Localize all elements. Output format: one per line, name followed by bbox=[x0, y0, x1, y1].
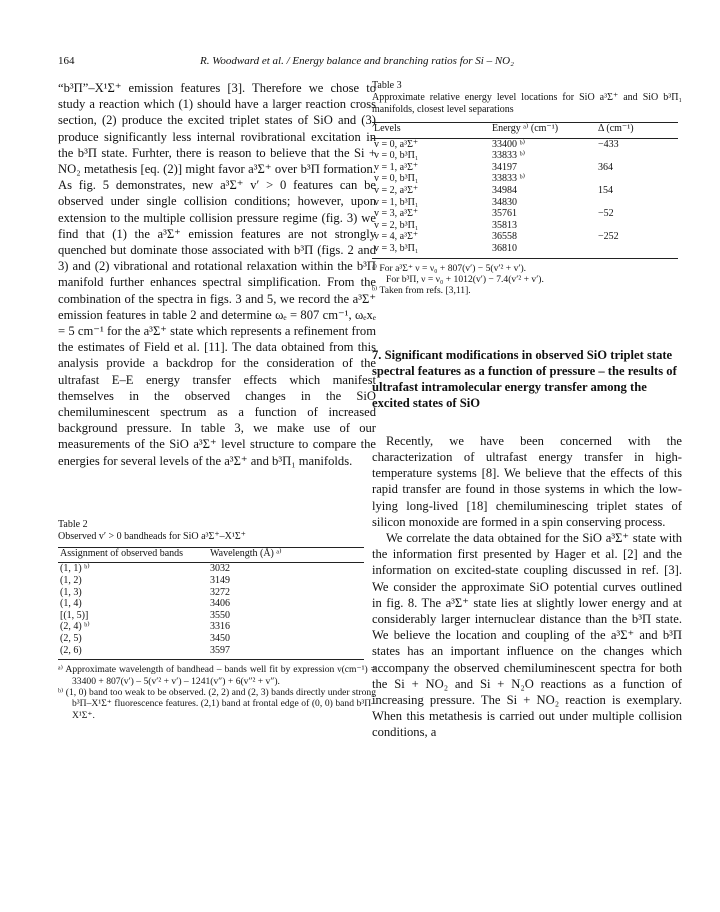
table-cell: 3597 bbox=[210, 645, 364, 660]
table-row bbox=[372, 243, 678, 258]
table-cell: (1, 2) bbox=[60, 575, 82, 587]
left-column bbox=[58, 80, 376, 721]
table-header: Wavelength (Å) ᵃ⁾ bbox=[210, 547, 364, 559]
table-cell: 3316 bbox=[210, 621, 230, 633]
section-heading: 7. Significant modifications in observed SiO triplet state spectral features as a function of pressure – the results of ultrafast intramolecular energy transfer among the excited states of SiO bbox=[372, 347, 677, 410]
table-cell bbox=[576, 243, 678, 258]
table-cell: −252 bbox=[598, 231, 619, 243]
table-cell bbox=[576, 173, 678, 185]
table-cell: 3032 bbox=[210, 563, 230, 575]
table-cell: (1, 1) ᵇ⁾ bbox=[60, 563, 90, 575]
body-paragraph: Recently, we have been concerned with the characterization of ultrafast energy transfer in high-temperature systems [8]. We believe that the effects of this rapid transfer are found in those systems in which the low-lying long-lived [18] chemiluminescing triplet states of silicon monoxide are formed in a spin conserving process. bbox=[372, 433, 682, 529]
table-header: Assignment of observed bands bbox=[58, 547, 210, 559]
table-cell: v = 0, a³Σ⁺ bbox=[374, 138, 419, 150]
table-cell: v = 1, b³Π₁ bbox=[374, 196, 419, 208]
table-cell: −433 bbox=[598, 138, 619, 150]
table-cell: 33833 ᵇ⁾ bbox=[492, 150, 526, 162]
table-2-caption: Observed v′ > 0 bandheads for SiO a³Σ⁺–X¹Σ⁺ bbox=[58, 530, 246, 542]
table-header: Levels bbox=[372, 123, 492, 135]
table-cell: v = 0, b³Π₁ bbox=[374, 173, 419, 185]
table-row bbox=[372, 185, 678, 197]
table-cell: 3450 bbox=[210, 633, 230, 645]
table-cell: v = 2, a³Σ⁺ bbox=[374, 184, 419, 196]
table-3-label: Table 3 bbox=[372, 80, 402, 91]
table-cell bbox=[576, 220, 678, 232]
table-row bbox=[58, 621, 364, 633]
table-row bbox=[58, 587, 364, 599]
table-cell: 154 bbox=[598, 184, 613, 196]
table-cell: (2, 5) bbox=[60, 633, 82, 645]
table-cell: [(1, 5)] bbox=[60, 609, 89, 621]
footnote: ᵃ⁾ For a³Σ⁺ ν = ν₀ + 807(v′) − 5(v′² + v′). bbox=[372, 262, 527, 274]
table-cell: (1, 3) bbox=[60, 586, 82, 598]
table-cell: (2, 4) ᵇ⁾ bbox=[60, 621, 90, 633]
table-cell: 3149 bbox=[210, 575, 230, 587]
table-3 bbox=[372, 80, 682, 297]
table-row bbox=[372, 138, 678, 150]
table-row bbox=[372, 208, 678, 220]
table-3-grid bbox=[372, 122, 678, 259]
running-head: R. Woodward et al. / Energy balance and branching ratios for Si – NO₂ bbox=[200, 55, 514, 67]
table-cell: 364 bbox=[598, 161, 613, 173]
table-row bbox=[372, 231, 678, 243]
table-2-footnotes bbox=[58, 664, 376, 721]
table-cell: 3272 bbox=[210, 586, 230, 598]
table-row bbox=[58, 575, 364, 587]
page-number: 164 bbox=[58, 55, 75, 67]
table-cell: (2, 6) bbox=[58, 645, 210, 660]
right-column bbox=[372, 80, 682, 741]
table-cell: v = 2, b³Π₁ bbox=[374, 219, 419, 231]
table-cell: 34984 bbox=[492, 184, 517, 196]
table-cell: v = 4, a³Σ⁺ bbox=[374, 231, 419, 243]
table-row bbox=[58, 645, 364, 660]
table-cell: 3550 bbox=[210, 609, 230, 621]
table-cell: 35813 bbox=[492, 219, 517, 231]
table-cell: v = 1, a³Σ⁺ bbox=[374, 161, 419, 173]
table-row bbox=[58, 598, 364, 610]
table-row bbox=[58, 610, 364, 622]
table-row bbox=[372, 220, 678, 232]
table-cell: 34830 bbox=[492, 196, 517, 208]
table-row bbox=[372, 197, 678, 209]
table-cell bbox=[576, 150, 678, 162]
body-paragraph: We correlate the data obtained for the SiO a³Σ⁺ state with the information first presented by Hager et al. [2] and the information on excited-state coupling discussed in ref. [3]. We consider the approximate SiO potential curves outlined in fig. 8. The a³Σ⁺ state lies at slightly lower energy and at considerably larger internuclear distance than the b³Π state. We believe the location and coupling of the a³Σ⁺ and b³Π states has an important influence on the changes which accompany the observed chemiluminescent spectra for both the Si + NO₂ and Si + N₂O reactions as a function of increasing pressure. The Si + NO₂ reaction is exemplary. When this metathesis is carried out under multiple collision conditions, a bbox=[372, 530, 682, 740]
table-row bbox=[372, 162, 678, 174]
table-cell: 3406 bbox=[210, 598, 230, 610]
table-header: Δ (cm⁻¹) bbox=[576, 123, 678, 135]
table-row bbox=[372, 173, 678, 185]
footnote: ᵇ⁾ (1, 0) band too weak to be observed. (2, 2) and (2, 3) bands directly under strong b³Π–X¹Σ⁺ fluorescence features. (2,1) band at frontal edge of (0, 0) band b³Π–X¹Σ⁺. bbox=[58, 687, 376, 721]
table-cell: (1, 4) bbox=[60, 598, 82, 610]
table-row bbox=[58, 633, 364, 645]
table-cell: 33400 ᵇ⁾ bbox=[492, 138, 526, 150]
table-cell: −52 bbox=[598, 208, 614, 220]
table-cell bbox=[576, 197, 678, 209]
table-cell: 33833 ᵇ⁾ bbox=[492, 173, 526, 185]
table-cell: 34197 bbox=[492, 161, 517, 173]
table-3-caption: Approximate relative energy level locations for SiO a³Σ⁺ and SiO b³Π₁ manifolds, closest level separations bbox=[372, 92, 682, 115]
table-cell: v = 3, a³Σ⁺ bbox=[374, 208, 419, 220]
footnote: ᵇ⁾ Taken from refs. [3,11]. bbox=[372, 285, 471, 297]
footnote: ᵃ⁾ Approximate wavelength of bandhead – bands well fit by expression ν(cm⁻¹) = 33400 + 807(v′) – 5(v′² + v′) – 1241(v″) + 6(v″² + v″). bbox=[58, 664, 376, 687]
table-row bbox=[372, 150, 678, 162]
table-cell: v = 0, b³Π₁ bbox=[374, 150, 419, 162]
table-2-grid bbox=[58, 547, 364, 660]
body-paragraph: “b³Π”–X¹Σ⁺ emission features [3]. Therefore we chose to study a reaction which (1) should have a larger reaction cross section, (2) produce the excited triplet states of SiO and (3) produce significantly less internal rovibrational excitation in the b³Π state. Furhter, there is reason to believe that the Si + NO₂ metathesis [eq. (2)] might favor a³Σ⁺ over b³Π formation. As fig. 5 demonstrates, new a³Σ⁺ v′ > 0 features can be observed under single collision conditions; however, upon extension to the multiple collision pressure regime (fig. 3) we find that (1) the a³Σ⁺ emission features are not strongly quenched but dominate those associated with b³Π (figs. 2 and 3) and (2) vibrational and rotational relaxation within the b³Π manifold further enhances spectral simplification. From the combination of the spectra in figs. 3 and 5, we record the a³Σ⁺ emission features in table 2 and determine ωₑ = 807 cm⁻¹, ωₑxₑ = 5 cm⁻¹ for the a³Σ⁺ state which represents a refinement from the estimates of Field et al. [11]. The data obtained from this analysis provide a backdrop for the consideration of the ultrafast E–E energy transfer effects which manifest themselves in the observed changes in the SiO chemiluminescent spectrum as a function of increased background pressure. In table 3, we make use of our measurements of the SiO a³Σ⁺ level structure to compare the energies for several levels of the a³Σ⁺ and b³Π₁ manifolds. bbox=[58, 81, 376, 468]
table-header: Energy ᵃ⁾ (cm⁻¹) bbox=[492, 123, 576, 135]
table-2 bbox=[58, 519, 376, 721]
footnote: For b³Π, ν = ν₀ + 1012(v′) − 7.4(v′² + v′). bbox=[386, 273, 544, 285]
table-3-footnotes bbox=[372, 263, 682, 297]
table-cell: 36558 bbox=[492, 231, 517, 243]
table-row bbox=[58, 563, 364, 575]
section-body bbox=[372, 433, 682, 741]
table-cell: 35761 bbox=[492, 208, 517, 220]
table-cell: 36810 bbox=[492, 243, 576, 258]
table-2-label: Table 2 bbox=[58, 518, 88, 530]
table-cell: v = 3, b³Π₁ bbox=[372, 243, 492, 258]
